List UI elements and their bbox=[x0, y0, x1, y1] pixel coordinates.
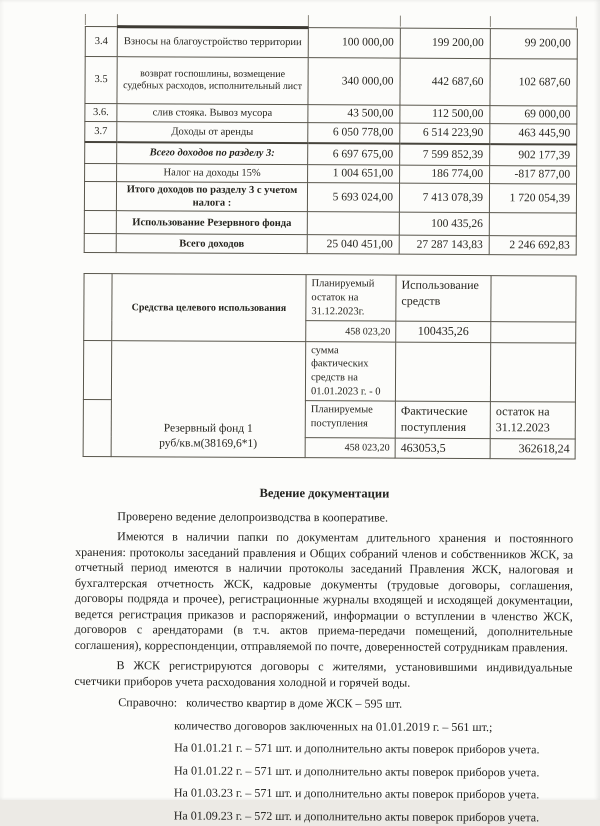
actual-receipts-header-cell: Фактические поступления bbox=[395, 402, 490, 439]
target-funds-name-cell: Средства целевого использования bbox=[112, 274, 306, 342]
empty-cell bbox=[395, 342, 490, 402]
table-row bbox=[85, 121, 577, 144]
list-item: На 01.09.23 г. – 572 шт. и дополнительно акты поверок приборов учета. bbox=[173, 808, 540, 825]
actual-amount-cell: 7 413 078,39 bbox=[399, 183, 489, 213]
row-number-cell bbox=[84, 211, 116, 234]
usage-value-cell: 100435,26 bbox=[396, 321, 491, 342]
planned-amount-cell bbox=[307, 212, 399, 235]
actual-amount-cell: 442 687,60 bbox=[400, 58, 490, 105]
table-row-total-section bbox=[84, 181, 576, 213]
row-name-cell: Доходы от аренды bbox=[117, 122, 308, 143]
row-number-cell: 3.5 bbox=[85, 56, 117, 103]
empty-cell bbox=[83, 400, 111, 457]
planned-receipts-value-cell: 458 023,20 bbox=[305, 437, 395, 458]
planned-amount-cell: 6 050 778,00 bbox=[308, 123, 400, 143]
table-row bbox=[84, 274, 576, 323]
table-row-total-section bbox=[85, 141, 577, 166]
row-number-cell bbox=[84, 234, 116, 253]
section-heading: Ведение документации bbox=[259, 486, 390, 501]
row-name-cell: Взносы на благоустройство территории bbox=[117, 27, 308, 58]
row-name-cell: Налог на доходы 15% bbox=[117, 164, 308, 183]
difference-amount-cell: 902 177,39 bbox=[490, 144, 577, 166]
planned-receipts-header-cell: Планируемые поступления bbox=[305, 401, 395, 438]
difference-amount-cell: 2 246 692,83 bbox=[489, 236, 576, 255]
list-item: На 01.03.23 г. – 571 шт. и дополнительно акты поверок приборов учета. bbox=[173, 785, 540, 802]
actual-amount-cell: 7 599 852,39 bbox=[400, 143, 490, 165]
table-row bbox=[85, 56, 577, 106]
reserve-fund-name-cell bbox=[111, 340, 306, 457]
difference-amount-cell bbox=[489, 213, 576, 236]
table-row bbox=[83, 340, 575, 402]
actual-receipts-value-cell: 463053,5 bbox=[395, 438, 490, 459]
paragraph-intro: Проверено ведение делопроизводства в кооперативе. bbox=[117, 508, 389, 525]
list-item: количество договоров заключенных на 01.01.2019 г. – 561 шт.; bbox=[174, 718, 493, 734]
balance-header-cell: остаток на 31.12.2023 bbox=[490, 402, 575, 439]
empty-cell bbox=[491, 322, 576, 343]
planned-amount-cell: 340 000,00 bbox=[308, 58, 400, 105]
empty-cell bbox=[83, 340, 111, 400]
row-number-cell: 3.6. bbox=[85, 103, 117, 121]
row-number-cell: 3.4 bbox=[85, 26, 117, 56]
documentation-section bbox=[74, 485, 574, 826]
difference-amount-cell: 463 445,90 bbox=[490, 124, 577, 144]
actual-amount-cell: 6 514 223,90 bbox=[400, 123, 490, 143]
row-number-cell bbox=[85, 163, 117, 181]
empty-cell bbox=[491, 276, 576, 322]
balance-value-cell: 362618,24 bbox=[490, 438, 575, 459]
reference-line bbox=[74, 695, 572, 713]
empty-cell bbox=[490, 342, 575, 402]
row-name-cell: возврат госпошлины, возмещение судебных расходов, исполнительный лист bbox=[117, 57, 308, 105]
actual-amount-cell: 186 774,00 bbox=[400, 165, 490, 183]
empty-cell bbox=[84, 274, 112, 341]
row-number-cell bbox=[84, 181, 116, 210]
usage-header-cell: Использование средств bbox=[396, 275, 491, 321]
planned-amount-cell: 5 693 024,00 bbox=[307, 183, 399, 213]
reserve-fund-line1: Резервный фонд 1 bbox=[163, 422, 253, 436]
planned-amount-cell: 6 697 675,00 bbox=[308, 143, 400, 165]
difference-amount-cell: 1 720 054,39 bbox=[489, 184, 576, 214]
funds-table bbox=[83, 273, 577, 460]
difference-amount-cell: 102 687,60 bbox=[490, 59, 577, 106]
reserve-fund-line2: руб/кв.м(38169,6*1) bbox=[159, 437, 258, 451]
paragraph-archive: Имеются в наличии папки по документам длительного хранения и постоянного хранения: протоколы заседаний правления и Общих собраний членов и собственников ЖСК, за отчетный период имеются в наличии протоколы заседаний Правления ЖСК, налоговая и бухгалтерская отчетность ЖСК, кадровые документы (трудовые договоры, соглашения, договоры подряда и прочее), регистрационные журналы входящей и исходящей документации, ведется регистрация приказов и распоряжений, информации о вступлении в членство ЖСК, договоров с арендаторами (в т.ч. актов приема-передачи помещений, дополнительные соглашения), корреспонденции, отправляемой по почте, доверенностей сотрудникам правления. bbox=[74, 529, 574, 655]
table-row bbox=[84, 211, 576, 237]
actual-amount-cell: 27 287 143,83 bbox=[399, 235, 489, 254]
row-name-cell: Итого доходов по разделу 3 с учетом налога : bbox=[116, 182, 307, 212]
planned-amount-cell: 100 000,00 bbox=[308, 28, 400, 58]
difference-amount-cell: 69 000,00 bbox=[490, 106, 577, 124]
reference-list bbox=[74, 718, 573, 826]
reference-label: Справочно: bbox=[118, 695, 178, 710]
row-name-cell: Всего доходов по разделу 3: bbox=[117, 142, 308, 165]
planned-amount-cell: 43 500,00 bbox=[308, 105, 400, 123]
planned-amount-cell: 1 004 651,00 bbox=[308, 165, 400, 183]
row-name-cell: Использование Резервного фонда bbox=[116, 211, 307, 235]
planned-balance-value-cell: 458 023,20 bbox=[306, 321, 396, 342]
actual-amount-cell: 100 435,26 bbox=[399, 212, 489, 235]
planned-amount-cell: 25 040 451,00 bbox=[307, 235, 399, 254]
reference-text: количество квартир в доме ЖСК – 595 шт. bbox=[186, 695, 403, 711]
row-number-cell: 3.7 bbox=[85, 121, 117, 141]
planned-balance-header-cell: Планируемый остаток на 31.12.2023г. bbox=[306, 275, 396, 321]
table-row bbox=[85, 26, 577, 59]
row-name-cell: слив стояка. Вывоз мусора bbox=[117, 104, 308, 123]
table-row-grand-total bbox=[84, 234, 576, 256]
actual-sum-note-cell: сумма фактических средств на 01.01.2023 г. - 0 bbox=[305, 341, 395, 401]
list-item: На 01.01.22 г. – 571 шт. и дополнительно акты поверок приборов учета. bbox=[173, 763, 540, 780]
row-number-cell bbox=[85, 141, 117, 163]
list-item: На 01.01.21 г. – 571 шт. и дополнительно акты поверок приборов учета. bbox=[174, 740, 540, 757]
paragraph-meters: В ЖСК регистрируются договоры с жителями, установившими индивидуальные счетчики приборов учета расходования холодной и горячей воды. bbox=[74, 658, 573, 690]
row-name-cell: Всего доходов bbox=[116, 234, 307, 254]
difference-amount-cell: 99 200,00 bbox=[490, 29, 577, 59]
income-table bbox=[84, 25, 578, 256]
actual-amount-cell: 112 500,00 bbox=[400, 105, 490, 123]
difference-amount-cell: -817 877,00 bbox=[490, 166, 577, 184]
actual-amount-cell: 199 200,00 bbox=[400, 28, 490, 58]
